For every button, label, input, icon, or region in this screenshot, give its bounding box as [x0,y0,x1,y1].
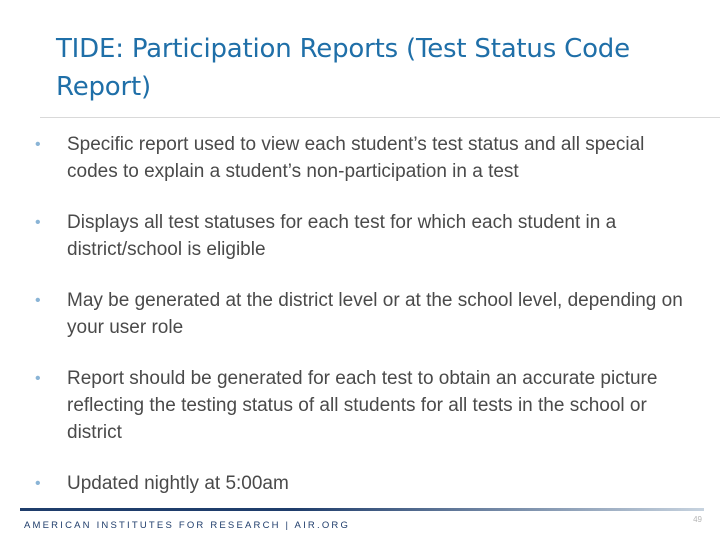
bullet-text: Updated nightly at 5:00am [67,473,289,494]
bullet-list [30,131,690,521]
list-item [30,209,690,263]
list-item [30,470,690,497]
bullet-marker: • [35,214,41,231]
bullet-text: Report should be generated for each test to obtain an accurate picture reflecting the testing status of all students for all tests in the school or district [67,368,658,443]
bullet-text: Displays all test statuses for each test for which each student in a district/school is eligible [67,212,617,260]
page-number: 49 [693,515,702,524]
title-divider [40,117,720,118]
bullet-marker: • [35,292,41,309]
bullet-marker: • [35,370,41,387]
footer-text: AMERICAN INSTITUTES FOR RESEARCH | AIR.ORG [24,520,351,531]
list-item [30,365,690,446]
bullet-marker: • [35,475,41,492]
list-item [30,131,690,185]
slide-title: TIDE: Participation Reports (Test Status Code Report) [56,34,630,102]
list-item [30,287,690,341]
footer-rule [20,508,704,511]
bullet-marker: • [35,136,41,153]
bullet-text: Specific report used to view each student’s test status and all special codes to explain a student’s non-participation in a test [67,134,645,182]
bullet-text: May be generated at the district level or at the school level, depending on your user role [67,290,683,338]
